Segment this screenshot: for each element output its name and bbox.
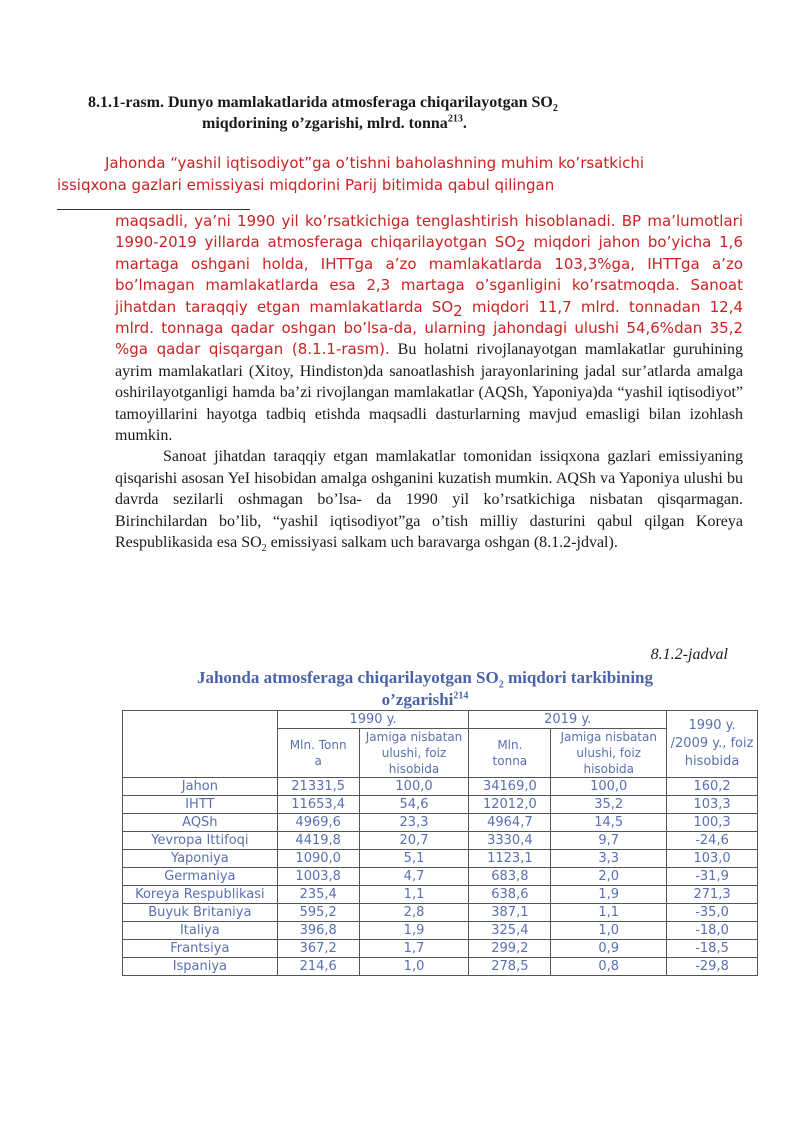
table-row bbox=[123, 778, 758, 796]
header-year-1990: 1990 y. bbox=[277, 711, 469, 729]
body-text bbox=[115, 211, 743, 554]
cell-ch: -35,0 bbox=[667, 904, 758, 922]
header-empty bbox=[123, 711, 278, 778]
cell-ch: -29,8 bbox=[667, 958, 758, 976]
cell-s2: 1,1 bbox=[551, 904, 667, 922]
table-row bbox=[123, 850, 758, 868]
cell-v2: 34169,0 bbox=[469, 778, 551, 796]
cell-s1: 100,0 bbox=[359, 778, 469, 796]
paragraph-2: Sanoat jihatdan taraqqiy etgan mamlakatlar tomonidan issiqxona gazlari emissiyaning qisqarishi asosan YeI hisobidan amalga oshganini kuzatish mumkin. AQSh va Yaponiya ulushi bu davrda sezilarli oshmagan bo’lsa- da 1990 yil ko’rsatkichiga nisbatan qisqarmagan. Birinchilardan bo’lib, “yashil iqtisodiyot”ga o’tish milliy dasturini qabul qilgan Koreya Respublikasida esa $SO_2$ emissiyasi salkam uch baravarga oshgan (8.1.2-jdval). bbox=[115, 448, 743, 555]
header-change: 1990 y. /2009 y., foiz hisobida bbox=[667, 711, 758, 778]
table-row bbox=[123, 922, 758, 940]
cell-name: Buyuk Britaniya bbox=[123, 904, 278, 922]
cell-s1: 1,1 bbox=[359, 886, 469, 904]
cell-v1: 1090,0 bbox=[277, 850, 359, 868]
cell-v1: 367,2 bbox=[277, 940, 359, 958]
so2-table bbox=[122, 710, 758, 976]
cell-v1: 21331,5 bbox=[277, 778, 359, 796]
cell-v2: 638,6 bbox=[469, 886, 551, 904]
intro-line1: Jahonda “yashil iqtisodiyot”ga o’tishni baholashning muhim ko’rsatkichi bbox=[105, 154, 645, 172]
cell-ch: -24,6 bbox=[667, 832, 758, 850]
cell-s1: 4,7 bbox=[359, 868, 469, 886]
cell-name: Frantsiya bbox=[123, 940, 278, 958]
cell-s1: 5,1 bbox=[359, 850, 469, 868]
cell-v2: 4964,7 bbox=[469, 814, 551, 832]
cell-s1: 1,0 bbox=[359, 958, 469, 976]
table-header-row-years bbox=[123, 711, 758, 729]
cell-s1: 20,7 bbox=[359, 832, 469, 850]
cell-ch: 100,3 bbox=[667, 814, 758, 832]
cell-v1: 396,8 bbox=[277, 922, 359, 940]
table-reference: 8.1.2-jadval bbox=[650, 646, 728, 663]
table-row bbox=[123, 958, 758, 976]
cell-s2: 1,0 bbox=[551, 922, 667, 940]
cell-name: AQSh bbox=[123, 814, 278, 832]
paragraph-1: maqsadli, ya’ni 1990 yil ko’rsatkichiga tenglashtirish hisoblanadi. BP ma’lumotlari 1990-2019 yillarda atmosferaga chiqarilayotgan $SO_2$ miqdori jahon bo’yicha 1,6 martaga oshgani holda, IHTTga a’zo mamlakatlarda 103,3%ga, IHTTga a’zo bo’lmagan mamlakatlarda esa 2,3 martaga o’sganligini ko’rsatmoqda. Sanoat jihatdan taraqqiy etgan mamlakatlarda $SO_2$ miqdori 11,7 mlrd. tonnadan 12,4 mlrd. tonnaga qadar oshgan bo’lsa-da, ularning jahondagi ulushi 54,6%dan 35,2 %ga qadar qisqargan (8.1.1-rasm). Bu holatni rivojlanayotgan mamlakatlar guruhining ayrim mamlakatlari (Xitoy, Hindiston)da sanoatlashish jarayonlarining jadal sur’atlarda amalga oshirilayotganligi hamda ba’zi rivojlangan mamlakatlar (AQSh, Yaponiya)da “yashil iqtisodiyot” tamoyillarini hayotga tadbiq etishda maqsadli dasturlarning mavjud emasligi bilan izohlash mumkin. bbox=[115, 212, 743, 445]
table-row bbox=[123, 796, 758, 814]
table-row bbox=[123, 886, 758, 904]
figure-caption bbox=[88, 92, 728, 134]
cell-s2: 100,0 bbox=[551, 778, 667, 796]
cell-s2: 0,8 bbox=[551, 958, 667, 976]
table-row bbox=[123, 868, 758, 886]
cell-s2: 35,2 bbox=[551, 796, 667, 814]
cell-v1: 214,6 bbox=[277, 958, 359, 976]
header-year-2019: 2019 y. bbox=[469, 711, 667, 729]
cell-v2: 387,1 bbox=[469, 904, 551, 922]
cell-name: Jahon bbox=[123, 778, 278, 796]
header-mln-2019: Mln. tonna bbox=[469, 729, 551, 778]
cell-v1: 4419,8 bbox=[277, 832, 359, 850]
cell-name: Yevropa Ittifoqi bbox=[123, 832, 278, 850]
cell-v2: 1123,1 bbox=[469, 850, 551, 868]
cell-ch: 103,3 bbox=[667, 796, 758, 814]
cell-v1: 595,2 bbox=[277, 904, 359, 922]
cell-s1: 23,3 bbox=[359, 814, 469, 832]
cell-v2: 12012,0 bbox=[469, 796, 551, 814]
figure-caption-line2: miqdorining o’zgarishi, mlrd. tonna$^{213}$. bbox=[202, 113, 467, 132]
cell-ch: 160,2 bbox=[667, 778, 758, 796]
table-row bbox=[123, 832, 758, 850]
cell-name: Ispaniya bbox=[123, 958, 278, 976]
cell-v2: 325,4 bbox=[469, 922, 551, 940]
table-row bbox=[123, 904, 758, 922]
cell-s1: 54,6 bbox=[359, 796, 469, 814]
cell-name: Germaniya bbox=[123, 868, 278, 886]
cell-ch: 103,0 bbox=[667, 850, 758, 868]
table-row bbox=[123, 814, 758, 832]
cell-v1: 235,4 bbox=[277, 886, 359, 904]
cell-ch: -18,0 bbox=[667, 922, 758, 940]
cell-ch: -31,9 bbox=[667, 868, 758, 886]
paragraph-intro-red bbox=[57, 152, 687, 196]
cell-v2: 278,5 bbox=[469, 958, 551, 976]
cell-s2: 1,9 bbox=[551, 886, 667, 904]
cell-v1: 1003,8 bbox=[277, 868, 359, 886]
cell-s2: 9,7 bbox=[551, 832, 667, 850]
header-mln-1990: Mln. Tonn a bbox=[277, 729, 359, 778]
figure-caption-line1: 8.1.1-rasm. Dunyo mamlakatlarida atmosferaga chiqarilayotgan $SO_2$ bbox=[88, 94, 558, 115]
cell-name: Yaponiya bbox=[123, 850, 278, 868]
cell-v2: 3330,4 bbox=[469, 832, 551, 850]
cell-v2: 683,8 bbox=[469, 868, 551, 886]
cell-s1: 2,8 bbox=[359, 904, 469, 922]
table-title: Jahonda atmosferaga chiqarilayotgan $SO_2$ miqdori tarkibining o’zgarishi$^{214}$ bbox=[196, 668, 654, 709]
cell-v2: 299,2 bbox=[469, 940, 551, 958]
intro-line2: issiqxona gazlari emissiyasi miqdorini Parij bitimida qabul qilingan bbox=[57, 176, 555, 194]
cell-name: Italiya bbox=[123, 922, 278, 940]
cell-s1: 1,7 bbox=[359, 940, 469, 958]
cell-ch: -18,5 bbox=[667, 940, 758, 958]
cell-v1: 11653,4 bbox=[277, 796, 359, 814]
cell-s2: 3,3 bbox=[551, 850, 667, 868]
footnote-separator bbox=[57, 209, 250, 210]
cell-name: IHTT bbox=[123, 796, 278, 814]
cell-s1: 1,9 bbox=[359, 922, 469, 940]
cell-s2: 0,9 bbox=[551, 940, 667, 958]
cell-s2: 2,0 bbox=[551, 868, 667, 886]
table-row bbox=[123, 940, 758, 958]
header-share-1990: Jamiga nisbatan ulushi, foiz hisobida bbox=[359, 729, 469, 778]
cell-ch: 271,3 bbox=[667, 886, 758, 904]
cell-v1: 4969,6 bbox=[277, 814, 359, 832]
cell-name: Koreya Respublikasi bbox=[123, 886, 278, 904]
header-share-2019: Jamiga nisbatan ulushi, foiz hisobida bbox=[551, 729, 667, 778]
cell-s2: 14,5 bbox=[551, 814, 667, 832]
